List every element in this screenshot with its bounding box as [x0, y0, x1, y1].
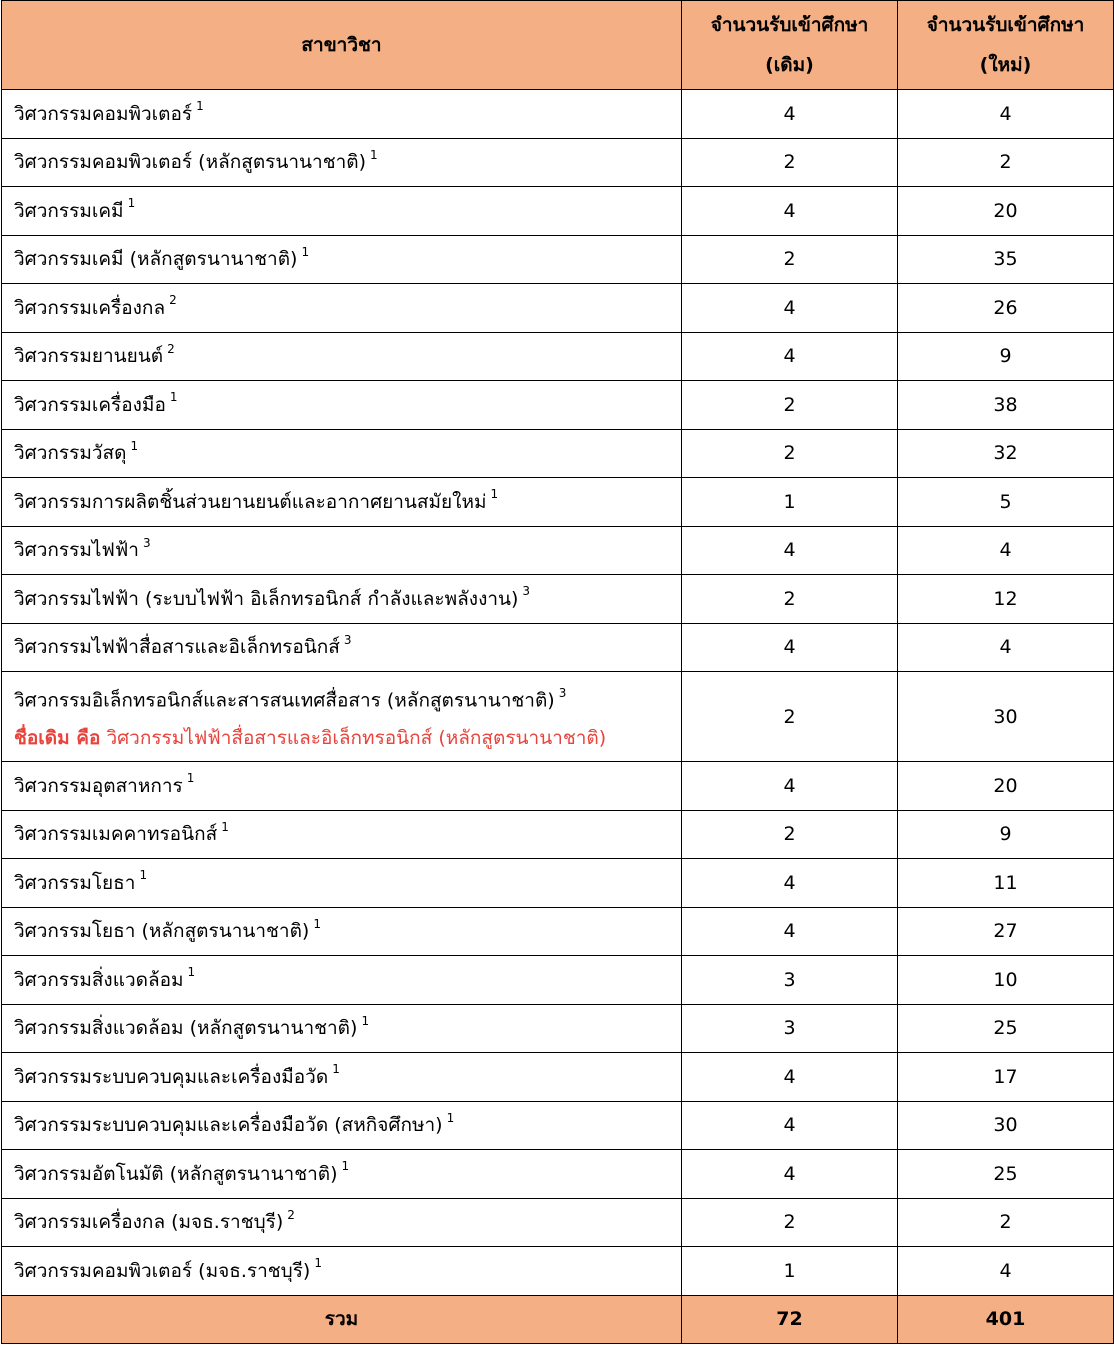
- old-quota: 4: [682, 284, 898, 333]
- table-row: [2, 859, 1114, 908]
- new-quota: 27: [898, 907, 1114, 956]
- major-name: [2, 1198, 682, 1247]
- table-row: [2, 138, 1114, 187]
- old-quota: 2: [682, 235, 898, 284]
- footnote-marker: 2: [167, 341, 175, 356]
- new-quota: 9: [898, 332, 1114, 381]
- major-name-text: วิศวกรรมวัสดุ: [14, 442, 127, 465]
- footnote-marker: 1: [332, 1062, 340, 1077]
- new-quota: 12: [898, 575, 1114, 624]
- old-quota: 3: [682, 956, 898, 1005]
- footnote-marker: 1: [490, 487, 499, 502]
- footnote-marker: 1: [127, 196, 136, 211]
- new-quota: 4: [898, 623, 1114, 672]
- old-quota: 4: [682, 1101, 898, 1150]
- major-name-text: วิศวกรรมไฟฟ้า (ระบบไฟฟ้า อิเล็กทรอนิกส์ กำลังและพลังงาน): [14, 587, 519, 610]
- major-name: [2, 810, 682, 859]
- major-name: [2, 235, 682, 284]
- new-quota: 4: [898, 1247, 1114, 1296]
- footnote-marker: 1: [169, 390, 178, 405]
- old-name-label: ชื่อเดิม คือ: [14, 727, 101, 750]
- old-quota: 4: [682, 907, 898, 956]
- footnote-marker: 1: [370, 147, 378, 162]
- footnote-marker: 1: [221, 819, 229, 834]
- old-quota: 2: [682, 1198, 898, 1247]
- old-quota: 2: [682, 138, 898, 187]
- admission-quota-table: [1, 0, 1114, 1344]
- major-name: [2, 1004, 682, 1053]
- major-name-text: วิศวกรรมเครื่องกล (มจธ.ราชบุรี): [14, 1211, 284, 1234]
- major-name: [2, 672, 682, 762]
- old-quota: 4: [682, 332, 898, 381]
- old-quota: 2: [682, 672, 898, 762]
- table-row: [2, 1198, 1114, 1247]
- major-name: [2, 138, 682, 187]
- header-major: สาขาวิชา: [2, 1, 682, 90]
- table-row: [2, 907, 1114, 956]
- footnote-marker: 3: [522, 584, 531, 599]
- table-row: [2, 1247, 1114, 1296]
- new-quota: 4: [898, 90, 1114, 139]
- major-name: [2, 332, 682, 381]
- table-row: [2, 429, 1114, 478]
- old-quota: 4: [682, 187, 898, 236]
- table-row-renamed: [2, 672, 1114, 762]
- table-row: [2, 575, 1114, 624]
- table-row: [2, 284, 1114, 333]
- major-name-text: วิศวกรรมยานยนต์: [14, 345, 164, 368]
- new-quota: 4: [898, 526, 1114, 575]
- new-quota: 2: [898, 1198, 1114, 1247]
- major-name-text: วิศวกรรมเครื่องกล: [14, 296, 166, 319]
- old-quota: 3: [682, 1004, 898, 1053]
- new-quota: 32: [898, 429, 1114, 478]
- major-name-text: วิศวกรรมอุตสาหการ: [14, 774, 183, 797]
- table-row: [2, 1101, 1114, 1150]
- footnote-marker: 1: [187, 965, 196, 980]
- major-name: [2, 956, 682, 1005]
- header-old-quota: จำนวนรับเข้าศึกษา (เดิม): [682, 1, 898, 90]
- major-name-text: วิศวกรรมคอมพิวเตอร์: [14, 102, 193, 125]
- old-quota: 2: [682, 381, 898, 430]
- old-quota: 1: [682, 478, 898, 527]
- old-quota: 4: [682, 1150, 898, 1199]
- new-quota: 5: [898, 478, 1114, 527]
- footnote-marker: 1: [130, 438, 139, 453]
- major-name: [2, 429, 682, 478]
- major-name: [2, 90, 682, 139]
- old-quota: 2: [682, 575, 898, 624]
- major-name-text: วิศวกรรมอิเล็กทรอนิกส์และสารสนเทศสื่อสาร (หลักสูตรนานาชาติ): [14, 689, 555, 712]
- table-row: [2, 1053, 1114, 1102]
- new-quota: 38: [898, 381, 1114, 430]
- footnote-marker: 3: [142, 535, 151, 550]
- major-name-text: วิศวกรรมเคมี (หลักสูตรนานาชาติ): [14, 248, 298, 271]
- old-quota: 4: [682, 90, 898, 139]
- table-row: [2, 810, 1114, 859]
- total-old: 72: [682, 1295, 898, 1343]
- major-name: [2, 762, 682, 811]
- new-quota: 25: [898, 1004, 1114, 1053]
- major-name: [2, 187, 682, 236]
- table-row: [2, 526, 1114, 575]
- major-name: [2, 1150, 682, 1199]
- total-row: [2, 1295, 1114, 1343]
- footnote-marker: 2: [169, 293, 177, 308]
- major-name-text: วิศวกรรมโยธา (หลักสูตรนานาชาติ): [14, 920, 310, 943]
- old-quota: 4: [682, 762, 898, 811]
- new-quota: 20: [898, 762, 1114, 811]
- major-name: [2, 859, 682, 908]
- table-row: [2, 762, 1114, 811]
- new-quota: 17: [898, 1053, 1114, 1102]
- old-quota: 2: [682, 810, 898, 859]
- footnote-marker: 1: [361, 1013, 370, 1028]
- footnote-marker: 1: [196, 99, 204, 114]
- new-quota: 25: [898, 1150, 1114, 1199]
- major-name: [2, 284, 682, 333]
- new-quota: 10: [898, 956, 1114, 1005]
- new-quota: 30: [898, 1101, 1114, 1150]
- footnote-marker: 1: [341, 1159, 350, 1174]
- old-quota: 1: [682, 1247, 898, 1296]
- major-name: [2, 1053, 682, 1102]
- footnote-marker: 3: [558, 685, 567, 700]
- major-name-text: วิศวกรรมระบบควบคุมและเครื่องมือวัด (สหกิจศึกษา): [14, 1114, 443, 1137]
- old-quota: 4: [682, 623, 898, 672]
- total-label: รวม: [2, 1295, 682, 1343]
- major-name-text: วิศวกรรมสิ่งแวดล้อม: [14, 968, 184, 991]
- header-row: [2, 1, 1114, 90]
- table-row: [2, 187, 1114, 236]
- footnote-marker: 1: [313, 916, 321, 931]
- major-name-text: วิศวกรรมอัตโนมัติ (หลักสูตรนานาชาติ): [14, 1162, 338, 1185]
- new-quota: 9: [898, 810, 1114, 859]
- table-row: [2, 1004, 1114, 1053]
- major-name-text: วิศวกรรมเมคคาทรอนิกส์: [14, 823, 218, 846]
- total-new: 401: [898, 1295, 1114, 1343]
- footnote-marker: 1: [301, 244, 310, 259]
- table-row: [2, 623, 1114, 672]
- table-row: [2, 956, 1114, 1005]
- new-quota: 20: [898, 187, 1114, 236]
- major-name: [2, 526, 682, 575]
- footnote-marker: 1: [314, 1256, 322, 1271]
- footnote-marker: 3: [343, 632, 352, 647]
- old-quota: 4: [682, 1053, 898, 1102]
- table-row: [2, 478, 1114, 527]
- table-row: [2, 235, 1114, 284]
- major-name: [2, 575, 682, 624]
- new-quota: 35: [898, 235, 1114, 284]
- old-quota: 4: [682, 526, 898, 575]
- major-name-text: วิศวกรรมคอมพิวเตอร์ (หลักสูตรนานาชาติ): [14, 151, 367, 174]
- major-name-text: วิศวกรรมเครื่องมือ: [14, 393, 166, 416]
- header-new-quota: จำนวนรับเข้าศึกษา (ใหม่): [898, 1, 1114, 90]
- major-name: [2, 1101, 682, 1150]
- table-row: [2, 90, 1114, 139]
- major-name-text: วิศวกรรมสิ่งแวดล้อม (หลักสูตรนานาชาติ): [14, 1017, 358, 1040]
- new-quota: 30: [898, 672, 1114, 762]
- old-quota: 4: [682, 859, 898, 908]
- major-name-text: วิศวกรรมการผลิตชิ้นส่วนยานยนต์และอากาศยานสมัยใหม่: [14, 490, 487, 513]
- major-name: [2, 1247, 682, 1296]
- major-name-text: วิศวกรรมไฟฟ้า: [14, 539, 139, 562]
- old-quota: 2: [682, 429, 898, 478]
- major-name: [2, 623, 682, 672]
- footnote-marker: 1: [446, 1110, 455, 1125]
- major-name: [2, 478, 682, 527]
- major-name: [2, 907, 682, 956]
- major-name: [2, 381, 682, 430]
- major-name-text: วิศวกรรมคอมพิวเตอร์ (มจธ.ราชบุรี): [14, 1259, 311, 1282]
- new-quota: 26: [898, 284, 1114, 333]
- footnote-marker: 2: [287, 1207, 295, 1222]
- old-name-text: วิศวกรรมไฟฟ้าสื่อสารและอิเล็กทรอนิกส์ (หลักสูตรนานาชาติ): [106, 727, 607, 750]
- major-name-text: วิศวกรรมโยธา: [14, 871, 136, 894]
- table-row: [2, 1150, 1114, 1199]
- new-quota: 2: [898, 138, 1114, 187]
- major-name-text: วิศวกรรมเคมี: [14, 199, 124, 222]
- table-row: [2, 332, 1114, 381]
- major-name-text: วิศวกรรมไฟฟ้าสื่อสารและอิเล็กทรอนิกส์: [14, 636, 340, 659]
- footnote-marker: 1: [186, 771, 195, 786]
- new-quota: 11: [898, 859, 1114, 908]
- table-row: [2, 381, 1114, 430]
- major-name-text: วิศวกรรมระบบควบคุมและเครื่องมือวัด: [14, 1065, 329, 1088]
- footnote-marker: 1: [139, 868, 148, 883]
